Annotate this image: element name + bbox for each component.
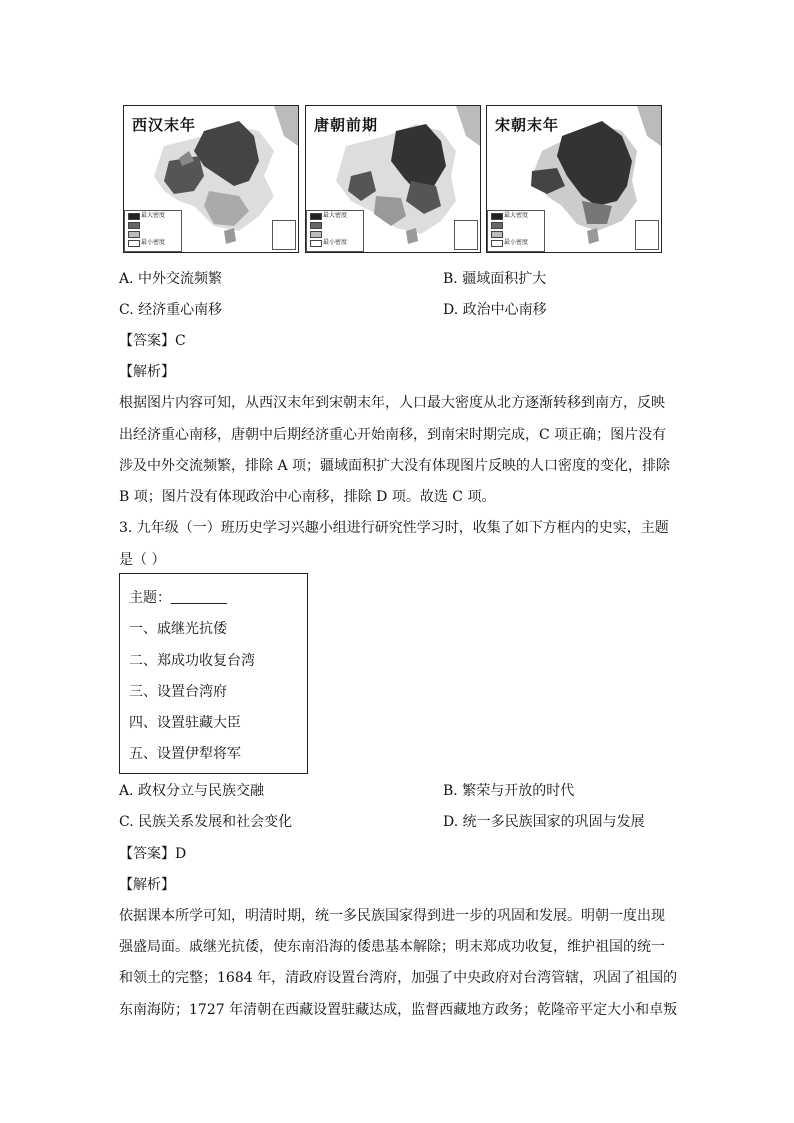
map-title: 唐朝前期 bbox=[314, 116, 379, 134]
legend-swatch-min bbox=[310, 240, 322, 247]
map-late-song bbox=[486, 105, 662, 253]
q2-analysis-line: B 项；图片没有体现政治中心南移，排除 D 项。故选 C 项。 bbox=[119, 489, 496, 505]
q3-analysis-label: 【解析】 bbox=[119, 877, 175, 893]
legend-swatch-3 bbox=[310, 231, 322, 238]
south-sea-inset bbox=[454, 220, 478, 250]
legend-swatch-min bbox=[491, 240, 503, 247]
legend-label-min: 最小密度 bbox=[504, 239, 529, 246]
fact-item: 二、郑成功收复台湾 bbox=[129, 653, 255, 669]
south-sea-inset bbox=[272, 220, 296, 250]
q2-answer: 【答案】C bbox=[119, 333, 186, 349]
q3-analysis-line: 依据课本所学可知，明清时期，统一多民族国家得到进一步的巩固和发展。明朝一度出现 bbox=[119, 908, 665, 924]
fact-item: 一、戚继光抗倭 bbox=[129, 621, 227, 637]
legend-label-max: 最大密度 bbox=[323, 212, 348, 219]
q3-option-a: A. 政权分立与民族交融 bbox=[119, 783, 265, 799]
q2-analysis-line: 根据图片内容可知，从西汉末年到宋朝末年，人口最大密度从北方逐渐转移到南方，反映 bbox=[119, 395, 665, 411]
q2-option-c: C. 经济重心南移 bbox=[119, 302, 223, 318]
q3-option-b: B. 繁荣与开放的时代 bbox=[443, 783, 575, 799]
q2-analysis-label: 【解析】 bbox=[119, 364, 175, 380]
q2-option-b: B. 疆域面积扩大 bbox=[443, 271, 547, 287]
legend-swatch-2 bbox=[491, 222, 503, 229]
fact-item: 四、设置驻藏大臣 bbox=[129, 715, 241, 731]
legend-label-min: 最小密度 bbox=[141, 239, 166, 246]
topic-line bbox=[129, 587, 227, 607]
q2-analysis-line: 出经济重心南移，唐朝中后期经济重心开始南移，到南宋时期完成，C 项正确；图片没有 bbox=[119, 427, 667, 443]
q3-option-d: D. 统一多民族国家的巩固与发展 bbox=[443, 814, 645, 830]
legend-label-max: 最大密度 bbox=[141, 212, 166, 219]
map-western-han bbox=[123, 105, 299, 253]
map-title: 宋朝末年 bbox=[495, 116, 560, 134]
q3-stem-line: 是（ ） bbox=[119, 552, 166, 568]
q2-analysis-line: 涉及中外交流频繁，排除 A 项；疆域面积扩大没有体现图片反映的人口密度的变化，排除 bbox=[119, 458, 671, 474]
south-sea-inset bbox=[635, 220, 659, 250]
legend-label-min: 最小密度 bbox=[323, 239, 348, 246]
legend-swatch-min bbox=[128, 240, 140, 247]
legend-swatch-2 bbox=[128, 222, 140, 229]
legend-swatch-3 bbox=[491, 231, 503, 238]
q3-option-c: C. 民族关系发展和社会变化 bbox=[119, 814, 293, 830]
q2-option-d: D. 政治中心南移 bbox=[443, 302, 547, 318]
q3-analysis-line: 东南海防；1727 年清朝在西藏设置驻藏达成，监督西藏地方政务；乾隆帝平定大小和卓叛 bbox=[119, 1002, 678, 1018]
legend-swatch-max bbox=[128, 213, 140, 220]
q3-fact-box bbox=[119, 573, 308, 774]
legend-label-max: 最大密度 bbox=[504, 212, 529, 219]
q2-option-a: A. 中外交流频繁 bbox=[119, 271, 223, 287]
topic-blank bbox=[171, 589, 227, 604]
q3-answer: 【答案】D bbox=[119, 846, 187, 862]
q3-analysis-line: 和领土的完整；1684 年，清政府设置台湾府，加强了中央政府对台湾管辖，巩固了祖国的 bbox=[119, 970, 678, 986]
fact-item: 五、设置伊犁将军 bbox=[129, 746, 241, 762]
map-legend bbox=[306, 210, 364, 252]
legend-swatch-max bbox=[310, 213, 322, 220]
map-early-tang bbox=[305, 105, 481, 253]
q3-stem-line: 3. 九年级（一）班历史学习兴趣小组进行研究性学习时，收集了如下方框内的史实，主题 bbox=[119, 520, 669, 536]
topic-label: 主题： bbox=[129, 590, 171, 606]
legend-swatch-2 bbox=[310, 222, 322, 229]
map-legend bbox=[487, 210, 545, 252]
fact-item: 三、设置台湾府 bbox=[129, 684, 227, 700]
q3-analysis-line: 强盛局面。戚继光抗倭，使东南沿海的倭患基本解除；明末郑成功收复，维护祖国的统一 bbox=[119, 939, 665, 955]
legend-swatch-3 bbox=[128, 231, 140, 238]
map-legend bbox=[124, 210, 182, 252]
map-title: 西汉末年 bbox=[132, 116, 197, 134]
legend-swatch-max bbox=[491, 213, 503, 220]
